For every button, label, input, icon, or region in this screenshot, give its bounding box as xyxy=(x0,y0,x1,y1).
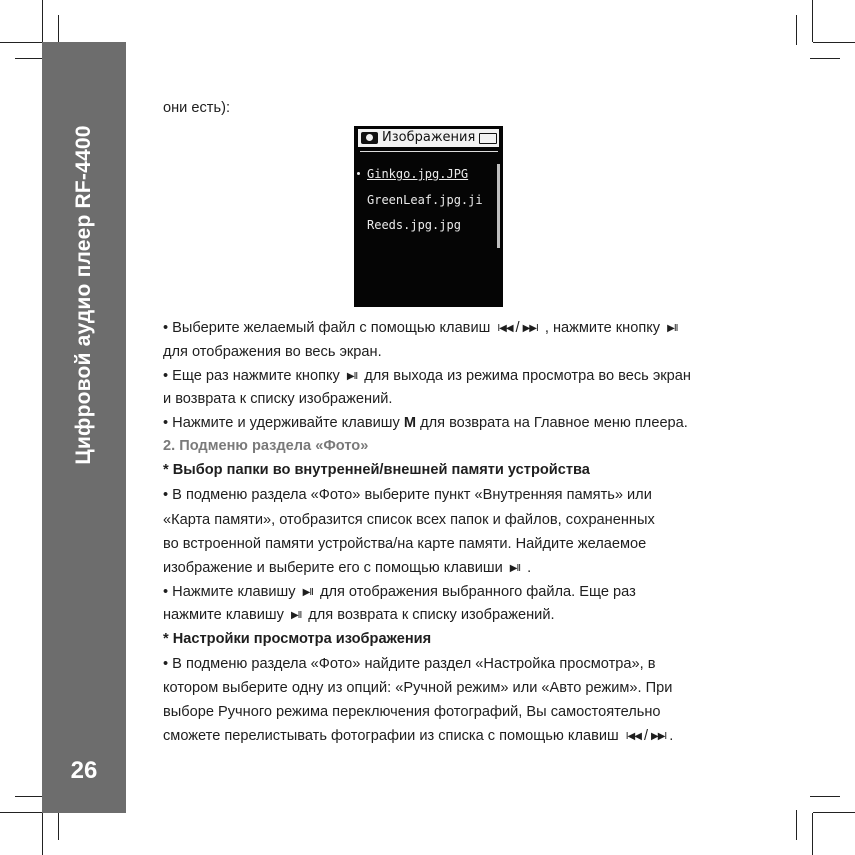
screen-scrollbar xyxy=(497,164,500,248)
text-line xyxy=(163,368,691,385)
crop-mark xyxy=(812,813,813,855)
text-line xyxy=(163,728,673,745)
crop-mark xyxy=(15,58,45,59)
crop-mark xyxy=(15,796,45,797)
text-line xyxy=(163,536,646,552)
text-segment: сможете перелистывать фотографии из списка с помощью клавиш xyxy=(163,728,619,744)
prev-key-icon: I◀◀ xyxy=(625,731,641,742)
text-segment: «Карта памяти», отобразится список всех папок и файлов, сохраненных xyxy=(163,512,655,528)
text-segment: • Еще раз нажмите кнопку xyxy=(163,368,340,384)
crop-mark xyxy=(812,0,813,42)
screen-file-item: Reeds.jpg.jpg xyxy=(367,218,461,232)
subsection-heading: * Настройки просмотра изображения xyxy=(163,631,432,647)
screen-divider xyxy=(360,151,498,152)
next-key-icon: ▶▶I xyxy=(651,731,667,742)
screen-title: Изображения xyxy=(382,130,476,145)
play-pause-key-icon: ▶II xyxy=(509,563,521,574)
text-segment: , нажмите кнопку xyxy=(544,320,661,336)
screen-header xyxy=(358,129,499,147)
text-line xyxy=(163,415,688,431)
text-line xyxy=(163,320,680,337)
text-segment: они есть): xyxy=(163,100,230,116)
text-line xyxy=(163,656,655,672)
section-heading: 2. Подменю раздела «Фото» xyxy=(163,438,369,454)
selection-marker-icon xyxy=(357,172,360,175)
text-segment: во встроенной памяти устройства/на карте памяти. Найдите желаемое xyxy=(163,536,647,552)
text-segment: изображение и выберите его с помощью клавиши xyxy=(163,560,503,576)
text-segment: для возврата к списку изображений. xyxy=(308,607,555,623)
text-segment: / xyxy=(643,728,649,744)
play-pause-key-icon: ▶II xyxy=(290,610,302,621)
crop-mark xyxy=(58,810,59,840)
text-line xyxy=(163,584,636,601)
text-line xyxy=(163,680,672,696)
crop-mark xyxy=(0,42,42,43)
text-line xyxy=(163,607,555,624)
device-screen-image xyxy=(354,126,503,307)
text-line xyxy=(163,100,230,116)
text-segment: . xyxy=(527,560,532,576)
crop-mark xyxy=(810,58,840,59)
text-segment: • Нажмите и удерживайте клавишу xyxy=(163,415,400,431)
text-segment: котором выберите одну из опций: «Ручной режим» или «Авто режим». При xyxy=(163,680,673,696)
crop-mark xyxy=(810,796,840,797)
text-segment: для выхода из режима просмотра во весь экран xyxy=(364,368,691,384)
text-line xyxy=(163,704,661,720)
text-segment: • В подменю раздела «Фото» найдите раздел «Настройка просмотра», в xyxy=(163,656,656,672)
m-key-label: M xyxy=(403,415,417,431)
play-pause-key-icon: ▶II xyxy=(667,323,678,334)
text-segment: • Выберите желаемый файл с помощью клавиш xyxy=(163,320,491,336)
text-line xyxy=(163,344,382,360)
text-segment: • В подменю раздела «Фото» выберите пункт «Внутренняя память» или xyxy=(163,487,652,503)
subsection-heading: * Выбор папки во внутренней/внешней памяти устройства xyxy=(163,462,590,478)
screen-file-item: GreenLeaf.jpg.ji xyxy=(367,193,483,207)
crop-mark xyxy=(42,813,43,855)
text-line xyxy=(163,487,652,503)
crop-mark xyxy=(42,0,43,42)
text-segment: и возврата к списку изображений. xyxy=(163,391,393,407)
text-segment: нажмите клавишу xyxy=(163,607,284,623)
play-pause-key-icon: ▶II xyxy=(346,371,358,382)
text-segment: . xyxy=(669,728,674,744)
page-number: 26 xyxy=(70,757,98,784)
play-pause-key-icon: ▶II xyxy=(302,587,313,598)
text-line xyxy=(163,560,531,577)
text-segment: • Нажмите клавишу xyxy=(163,584,296,600)
text-segment: для возврата на Главное меню плеера. xyxy=(420,415,688,431)
photo-icon xyxy=(361,132,378,144)
battery-icon xyxy=(479,133,497,144)
text-segment: / xyxy=(515,320,520,336)
text-line xyxy=(163,512,655,528)
side-title: Цифровой аудио плеер RF-4400 xyxy=(72,125,95,465)
crop-mark xyxy=(0,812,42,813)
crop-mark xyxy=(813,812,855,813)
screen-file-item: Ginkgo.jpg.JPG xyxy=(367,167,469,181)
text-segment: выборе Ручного режима переключения фотографий, Вы самостоятельно xyxy=(163,704,661,720)
crop-mark xyxy=(813,42,855,43)
crop-mark xyxy=(796,15,797,45)
text-segment: для отображения во весь экран. xyxy=(163,344,382,360)
crop-mark xyxy=(58,15,59,45)
text-segment: для отображения выбранного файла. Еще раз xyxy=(319,584,636,600)
crop-mark xyxy=(796,810,797,840)
next-key-icon: ▶▶I xyxy=(522,323,538,334)
prev-key-icon: I◀◀ xyxy=(497,323,513,334)
text-line xyxy=(163,391,392,407)
